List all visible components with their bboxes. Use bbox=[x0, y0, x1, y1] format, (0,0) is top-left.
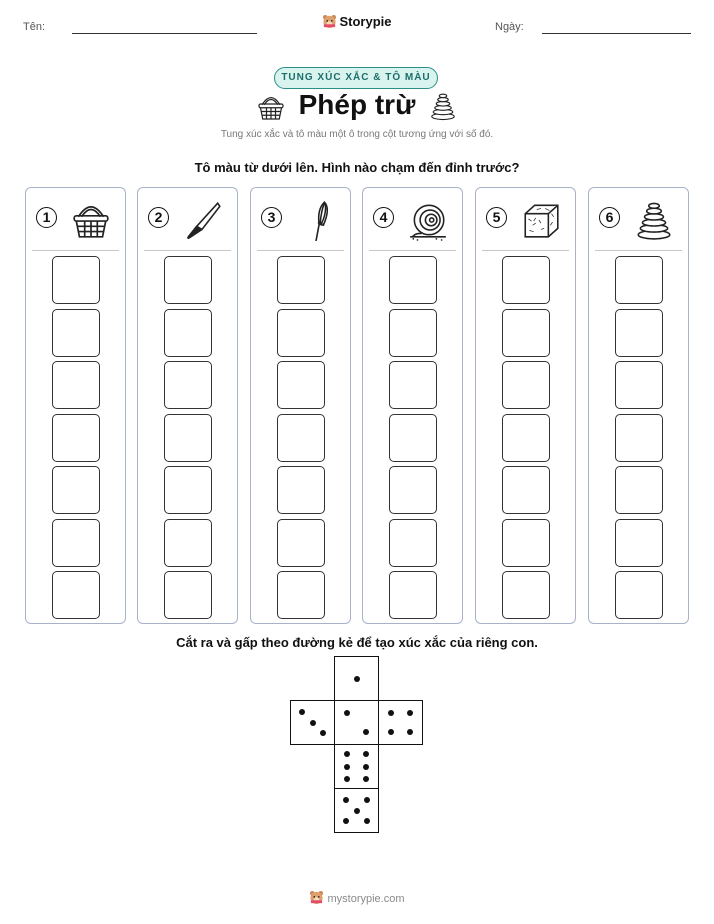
dice-pip bbox=[299, 709, 305, 715]
column-5 bbox=[475, 187, 576, 624]
date-line[interactable] bbox=[542, 33, 691, 34]
column-divider bbox=[257, 250, 344, 251]
dice-pip bbox=[344, 710, 350, 716]
footer bbox=[0, 890, 714, 905]
dice-pip bbox=[364, 818, 370, 824]
color-box[interactable] bbox=[164, 571, 212, 619]
color-box[interactable] bbox=[164, 361, 212, 409]
dice-pip bbox=[407, 729, 413, 735]
name-line[interactable] bbox=[72, 33, 257, 34]
color-box[interactable] bbox=[52, 414, 100, 462]
basket-icon bbox=[256, 92, 286, 122]
column-divider bbox=[32, 250, 119, 251]
dice-pip bbox=[310, 720, 316, 726]
color-box[interactable] bbox=[52, 571, 100, 619]
dice-pip bbox=[354, 808, 360, 814]
dice-pip bbox=[343, 818, 349, 824]
column-number: 5 bbox=[486, 207, 507, 228]
color-box[interactable] bbox=[389, 519, 437, 567]
dice-pip bbox=[320, 730, 326, 736]
basket-icon bbox=[70, 199, 112, 241]
color-box[interactable] bbox=[52, 256, 100, 304]
column-divider bbox=[369, 250, 456, 251]
column-number: 3 bbox=[261, 207, 282, 228]
dice-pip bbox=[407, 710, 413, 716]
color-box[interactable] bbox=[389, 414, 437, 462]
color-box[interactable] bbox=[389, 466, 437, 514]
dice-face-4 bbox=[378, 700, 423, 745]
dice-pip bbox=[343, 797, 349, 803]
color-box[interactable] bbox=[277, 571, 325, 619]
stacked-stones-icon bbox=[428, 91, 458, 121]
color-box[interactable] bbox=[615, 414, 663, 462]
column-number: 1 bbox=[36, 207, 57, 228]
color-box[interactable] bbox=[277, 414, 325, 462]
color-box[interactable] bbox=[277, 519, 325, 567]
color-box[interactable] bbox=[389, 309, 437, 357]
dice-pip bbox=[354, 676, 360, 682]
color-box[interactable] bbox=[502, 414, 550, 462]
color-box[interactable] bbox=[615, 519, 663, 567]
knife-icon bbox=[182, 199, 224, 241]
color-box[interactable] bbox=[389, 361, 437, 409]
color-box[interactable] bbox=[164, 256, 212, 304]
color-box[interactable] bbox=[277, 256, 325, 304]
color-box[interactable] bbox=[164, 519, 212, 567]
color-box[interactable] bbox=[277, 361, 325, 409]
snail-shell-icon bbox=[407, 199, 449, 241]
color-box[interactable] bbox=[164, 309, 212, 357]
color-box[interactable] bbox=[52, 361, 100, 409]
column-6 bbox=[588, 187, 689, 624]
column-2 bbox=[137, 187, 238, 624]
dice-pip bbox=[363, 764, 369, 770]
color-box[interactable] bbox=[502, 361, 550, 409]
column-4 bbox=[362, 187, 463, 624]
color-box[interactable] bbox=[502, 519, 550, 567]
color-box[interactable] bbox=[502, 466, 550, 514]
color-box[interactable] bbox=[615, 361, 663, 409]
dice-face-1 bbox=[334, 656, 379, 701]
column-1 bbox=[25, 187, 126, 624]
bear-logo-icon bbox=[309, 890, 324, 905]
color-box[interactable] bbox=[389, 571, 437, 619]
color-box[interactable] bbox=[502, 256, 550, 304]
dice-pip bbox=[344, 751, 350, 757]
column-3 bbox=[250, 187, 351, 624]
page-title: Phép trừ bbox=[298, 89, 416, 120]
cut-instruction: Cắt ra và gấp theo đường kẻ để tạo xúc xắc của riêng con. bbox=[176, 635, 538, 650]
brand-name: Storypie bbox=[339, 14, 392, 29]
dice-pip bbox=[363, 729, 369, 735]
color-box[interactable] bbox=[615, 256, 663, 304]
bear-logo-icon bbox=[322, 14, 337, 29]
hay-bale-icon bbox=[520, 199, 562, 241]
name-label: Tên: bbox=[23, 21, 46, 33]
coloring-instruction: Tô màu từ dưới lên. Hình nào chạm đến đỉnh trước? bbox=[194, 160, 520, 175]
column-number: 6 bbox=[599, 207, 620, 228]
column-divider bbox=[482, 250, 569, 251]
whisk-icon bbox=[295, 199, 337, 241]
dice-face-6 bbox=[334, 744, 379, 789]
dice-pip bbox=[363, 751, 369, 757]
dice-pip bbox=[344, 776, 350, 782]
dice-pip bbox=[388, 710, 394, 716]
footer-url: mystorypie.com bbox=[327, 893, 405, 905]
subtitle: Tung xúc xắc và tô màu một ô trong cột tương ứng với số đó. bbox=[220, 129, 494, 140]
activity-badge: TUNG XÚC XẮC & TÔ MÀU bbox=[274, 67, 438, 89]
color-box[interactable] bbox=[277, 466, 325, 514]
color-box[interactable] bbox=[615, 571, 663, 619]
brand-logo bbox=[0, 14, 714, 29]
color-box[interactable] bbox=[389, 256, 437, 304]
date-label: Ngày: bbox=[495, 21, 524, 33]
color-box[interactable] bbox=[502, 309, 550, 357]
dice-face-2 bbox=[334, 700, 379, 745]
color-box[interactable] bbox=[52, 309, 100, 357]
color-box[interactable] bbox=[164, 466, 212, 514]
dice-face-5 bbox=[334, 788, 379, 833]
color-box[interactable] bbox=[615, 309, 663, 357]
column-divider bbox=[595, 250, 682, 251]
column-divider bbox=[144, 250, 231, 251]
color-box[interactable] bbox=[52, 519, 100, 567]
stacked-stones-icon bbox=[633, 199, 675, 241]
dice-pip bbox=[344, 764, 350, 770]
dice-pip bbox=[388, 729, 394, 735]
dice-pip bbox=[364, 797, 370, 803]
color-box[interactable] bbox=[502, 571, 550, 619]
column-number: 4 bbox=[373, 207, 394, 228]
dice-face-3 bbox=[290, 700, 335, 745]
color-box[interactable] bbox=[164, 414, 212, 462]
dice-pip bbox=[363, 776, 369, 782]
column-number: 2 bbox=[148, 207, 169, 228]
color-box[interactable] bbox=[277, 309, 325, 357]
color-box[interactable] bbox=[615, 466, 663, 514]
color-box[interactable] bbox=[52, 466, 100, 514]
